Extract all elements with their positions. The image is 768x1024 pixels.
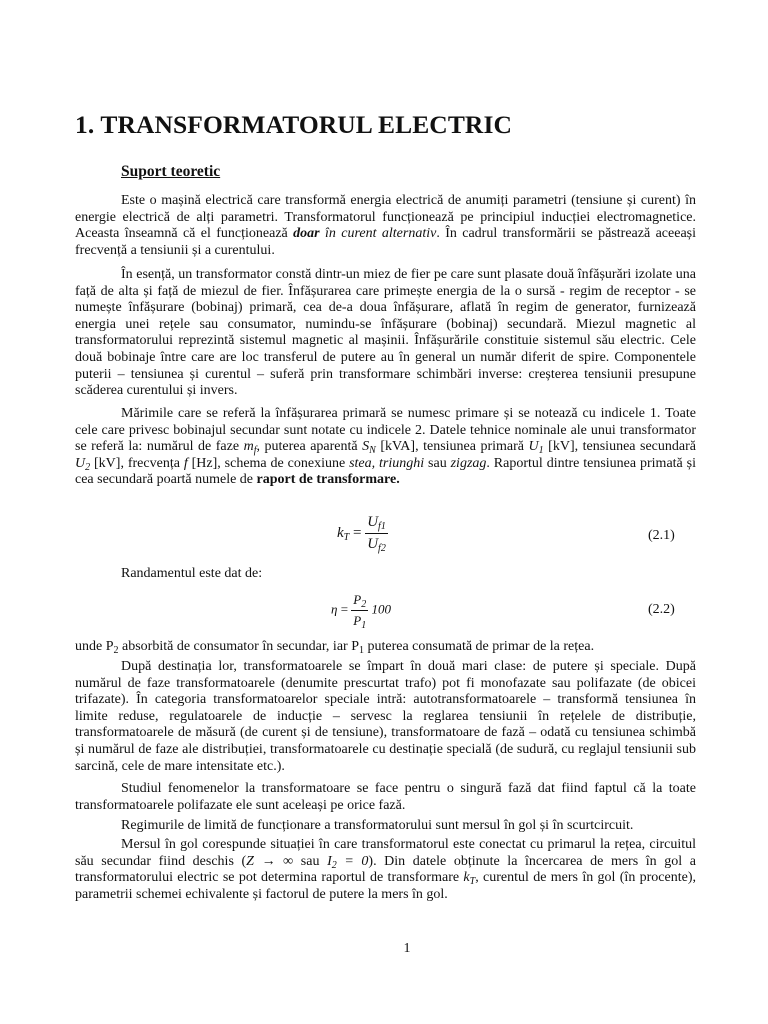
paragraph-text: absorbită de consumator în secundar, iar P — [118, 639, 359, 654]
equation-efficiency — [331, 592, 391, 629]
emphasis-connection: stea, triunghi — [349, 455, 425, 471]
page-number: 1 — [403, 941, 411, 956]
eq-lhs-sub: T — [343, 531, 350, 543]
symbol-f: f — [183, 455, 188, 471]
eq-lhs: η — [331, 601, 338, 617]
eq-den-sub: f2 — [378, 543, 386, 554]
paragraph-text: sau — [293, 853, 328, 869]
paragraph-text: , curentul de mers în gol (în procente), parametrii schemei echivalente și factorul de putere la mers în gol. — [75, 870, 697, 902]
eq-numerator — [351, 592, 368, 611]
symbol-p1-sub: 1 — [358, 645, 364, 656]
paragraph-efficiency-def — [75, 639, 696, 656]
symbol-p2-sub: 2 — [113, 645, 119, 656]
paragraph-text: . Raportul dintre tensiunea primată și cea secundară poartă numele de — [75, 455, 696, 488]
eq-sign: = — [340, 601, 349, 617]
symbol-z-infinity: Z → ∞ — [246, 853, 294, 869]
paragraph-text: [kVA], tensiunea primară — [375, 439, 529, 455]
paragraph-phase-study: Studiul fenomenelor la transformatoare se face pentru o singură fază dat fiind faptul că la toate transformatoarele polifazate ele sunt aceleași pe orice fază. — [75, 781, 696, 813]
eq-num-symbol: U — [367, 514, 379, 530]
eq-den-symbol: P — [353, 613, 362, 628]
paragraph-text: sau — [424, 455, 451, 471]
paragraph-text: Mărimile care se referă la înfășurarea primară se numesc primare și se notează cu indicele 1. Toate cele care privesc bobinajul secundar sunt notate cu indicele 2. Datele tehnice nominale ale unui transformator se referă la: numărul de faze — [75, 406, 696, 455]
paragraph-text: Mersul în gol corespunde situației în care transformatorul este conectat cu primarul la rețea, circuitul său secundar fiind deschis ( — [75, 837, 696, 869]
eq-den-symbol: U — [367, 536, 379, 552]
symbol-i2-zero: = 0 — [336, 853, 369, 869]
eq-num-sub: f1 — [378, 521, 386, 532]
emphasis-doar: doar — [293, 226, 320, 242]
eq-fraction — [365, 514, 388, 553]
paragraph-text: , puterea aparentă — [256, 439, 363, 455]
paragraph-text: [Hz], schema de conexiune — [187, 455, 350, 471]
equation-transform-ratio — [337, 514, 388, 553]
paragraph-classification: După destinația lor, transformatoarele se împart în două mari clase: de putere și speciale. După numărul de faze transformatoarele (denumite prescurtat trafo) pot fi monofazate sau polifazate (de obicei trifazate). În categoria transformatoarelor speciale intră: autotransformatoarele – transformă tensiunea în limite reduse, regulatoarele de inducție – servesc la reglarea tensiunii în rețelele de distribuție, transformatoarele de măsură (de curent și de tensiune), transformatoare de fază – odată cu tensiunea schimbă și numărul de faze ale distribuției, transformatoarele cu destinație specială (de sudură, cu reglajul tensiunii sub sarcină, cele de mare intensitate etc.). — [75, 659, 696, 774]
paragraph-regimes: Regimurile de limită de funcționare a transformatorului sunt mersul în gol și în scurtcircuit. — [121, 818, 634, 833]
eq-denominator — [365, 534, 388, 553]
eq-den-sub: 1 — [361, 620, 367, 631]
symbol-sn-sub: N — [369, 445, 376, 457]
symbol-i2: I — [327, 853, 332, 869]
equation-number-2-2: (2.2) — [648, 602, 675, 617]
equation-number-2-1: (2.1) — [648, 528, 675, 543]
eq-numerator — [365, 514, 388, 534]
paragraph-text: puterea consumată de primar de la rețea. — [363, 639, 595, 654]
eq-sign: = — [352, 524, 362, 541]
eq-factor: 100 — [371, 601, 391, 617]
paragraph-text: unde P — [75, 639, 114, 654]
paragraph-nominal-data — [75, 406, 696, 489]
page-title: 1. TRANSFORMATORUL ELECTRIC — [75, 110, 512, 139]
symbol-kt-sub: T — [469, 876, 476, 888]
paragraph-text: Este o mașină electrică care transformă energia electrică de anumiți parametri (tensiune și curent) în energie electrică de alți parametri. Transformatorul funcționează pe principiul inducției electromagnetice. Aceasta înseamnă că el funcționează — [75, 193, 696, 242]
eq-num-symbol: P — [353, 592, 362, 607]
symbol-u1: U — [528, 439, 539, 455]
paragraph-efficiency-intro: Randamentul este dat de: — [121, 566, 263, 581]
emphasis-transform-ratio: raport de transformare. — [256, 472, 400, 488]
paragraph-no-load — [75, 837, 696, 903]
eq-num-sub: 2 — [361, 599, 367, 610]
paragraph-text: ). Din datele obținute la încercarea de mers în gol a transformatorului electric se pot determina raportul de transformare — [75, 853, 696, 886]
symbol-mf-sub: f — [253, 445, 257, 457]
symbol-i2-sub: 2 — [331, 859, 337, 871]
section-subtitle: Suport teoretic — [121, 163, 221, 180]
symbol-u2: U — [75, 455, 86, 471]
eq-fraction — [351, 592, 368, 629]
paragraph-definition — [75, 193, 696, 259]
emphasis-zigzag: zigzag — [450, 455, 487, 471]
symbol-u2-sub: 2 — [85, 461, 91, 473]
paragraph-text: . În cadrul transformării se păstrează aceeași frecvență a tensiunii și a curentului. — [75, 226, 696, 258]
symbol-u1-sub: 1 — [538, 445, 544, 457]
symbol-sn: S — [362, 439, 370, 455]
eq-denominator — [351, 611, 368, 629]
eq-lhs: k — [337, 524, 344, 541]
symbol-mf: m — [243, 439, 254, 455]
paragraph-text: [kV], tensiunea secundară — [543, 439, 696, 455]
symbol-kt: k — [463, 870, 470, 886]
paragraph-text: [kV], frecvența — [90, 455, 184, 471]
emphasis-ac: în curent alternativ — [319, 226, 437, 242]
paragraph-construction: În esență, un transformator constă dintr-un miez de fier pe care sunt plasate două înfășurări izolate una față de alta și față de miezul de fier. Înfășurarea care primește energia de la o sursă - regim de receptor - se numește înfășurare (bobinaj) primară, cea de-a doua înfășurare, aflată în regim de generator, furnizează energia unei rețele sau consumator, numindu-se înfășurare (bobinaj) secundară. Miezul magnetic al transformatorului reprezintă sistemul magnetic al mașinii. Înfășurările constituie sistemul său electric. Cele două bobinaje între care are loc transferul de putere au în general un număr diferit de spire. Componentele puterii – tensiunea și curentul – suferă prin transformare schimbări inverse: creșterea tensiunii presupune scăderea curentului și invers. — [75, 267, 696, 399]
